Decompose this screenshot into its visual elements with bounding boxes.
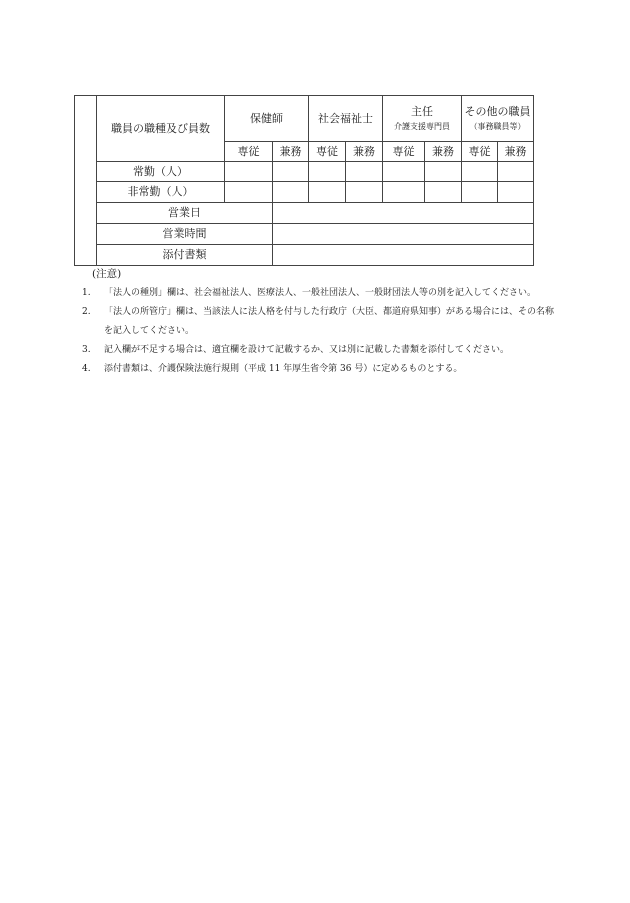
note-item [82, 303, 562, 341]
entry-cell[interactable] [462, 162, 498, 182]
note-item [82, 341, 562, 360]
entry-cell[interactable] [498, 182, 534, 203]
business-days-field[interactable] [273, 203, 534, 224]
row-label-fulltime-staff: 常勤（人） [97, 162, 225, 182]
subcolumn-parttime: 兼務 [425, 142, 462, 162]
entry-cell[interactable] [462, 182, 498, 203]
note-number: 2. [82, 307, 91, 317]
subcolumn-parttime: 兼務 [498, 142, 534, 162]
left-margin-cell [75, 96, 97, 266]
subcolumn-parttime: 兼務 [346, 142, 383, 162]
subcolumn-parttime: 兼務 [273, 142, 309, 162]
note-text: 添付書類は、介護保険法施行規則（平成 11 年厚生省令第 36 号）に定めるものとする。 [104, 364, 463, 374]
subcolumn-fulltime: 専従 [309, 142, 346, 162]
entry-cell[interactable] [425, 182, 462, 203]
note-item [82, 284, 562, 303]
entry-cell[interactable] [383, 162, 425, 182]
entry-cell[interactable] [225, 182, 273, 203]
row-label-business-hours: 営業時間 [97, 224, 273, 245]
subcolumn-fulltime: 専従 [225, 142, 273, 162]
column-header-social-worker: 社会福祉士 [309, 96, 383, 142]
row-label-business-days: 営業日 [97, 203, 273, 224]
entry-cell[interactable] [346, 162, 383, 182]
row-label-parttime-staff: 非常勤（人） [97, 182, 225, 203]
notes-section [82, 265, 562, 379]
entry-cell[interactable] [309, 162, 346, 182]
column-header-public-health-nurse: 保健師 [225, 96, 309, 142]
entry-cell[interactable] [498, 162, 534, 182]
business-hours-field[interactable] [273, 224, 534, 245]
notes-heading: (注意) [92, 268, 122, 280]
entry-cell[interactable] [383, 182, 425, 203]
attachments-field[interactable] [273, 245, 534, 266]
column-header-other-staff: その他の職員 （事務職員等） [462, 96, 534, 142]
note-text: 記入欄が不足する場合は、適宜欄を設けて記載するか、又は別に記載した書類を添付してください。 [104, 345, 510, 355]
staff-table [74, 95, 534, 266]
subcolumn-fulltime: 専従 [462, 142, 498, 162]
entry-cell[interactable] [273, 182, 309, 203]
note-number: 3. [82, 345, 91, 355]
subcolumn-fulltime: 専従 [383, 142, 425, 162]
note-number: 4. [82, 364, 91, 374]
entry-cell[interactable] [346, 182, 383, 203]
entry-cell[interactable] [309, 182, 346, 203]
note-text: 「法人の種別」欄は、社会福祉法人、医療法人、一般社団法人、一般財団法人等の別を記入してください。 [104, 288, 537, 298]
note-text: 「法人の所管庁」欄は、当該法人に法人格を付与した行政庁（大臣、都道府県知事）がある場合には、その名称を記入してください。 [104, 307, 555, 336]
note-number: 1. [82, 288, 91, 298]
entry-cell[interactable] [425, 162, 462, 182]
note-item [82, 360, 562, 379]
column-header-chief-care-manager: 主任 介護支援専門員 [383, 96, 462, 142]
entry-cell[interactable] [225, 162, 273, 182]
row-label-attachments: 添付書類 [97, 245, 273, 266]
row-header-title: 職員の職種及び員数 [97, 96, 225, 162]
entry-cell[interactable] [273, 162, 309, 182]
